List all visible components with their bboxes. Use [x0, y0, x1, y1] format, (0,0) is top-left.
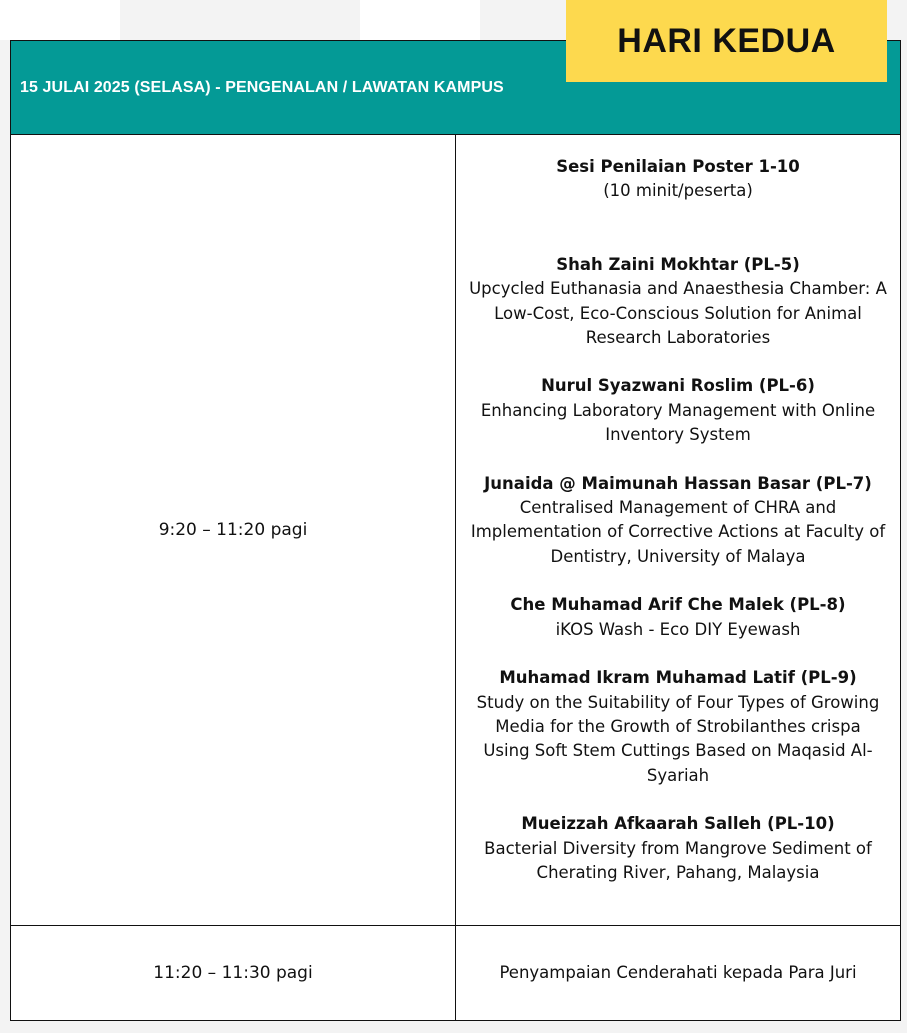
- poster-title: iKOS Wash - Eco DIY Eyewash: [555, 619, 801, 639]
- session-note: (10 minit/peserta): [603, 181, 753, 201]
- time-cell: [11, 926, 456, 1020]
- list-item: [456, 472, 900, 570]
- list-item: [456, 666, 900, 788]
- activity-cell: [456, 926, 900, 1020]
- session-title: Sesi Penilaian Poster 1-10: [556, 157, 800, 176]
- poster-title: Enhancing Laboratory Management with Online Inventory System: [480, 400, 876, 445]
- poster-title: Study on the Suitability of Four Types of Growing Media for the Growth of Strobilanthes crispa Using Soft Stem Cuttings Based on Maqasid Al-Syariah: [476, 692, 880, 785]
- presenter-name: Junaida @ Maimunah Hassan Basar (PL-7): [484, 473, 872, 493]
- session-heading: [456, 135, 900, 204]
- schedule-table: [10, 40, 901, 1021]
- presenter-name: Nurul Syazwani Roslim (PL-6): [541, 376, 815, 396]
- poster-title: Centralised Management of CHRA and Implementation of Corrective Actions at Faculty of Dentistry, University of Malaya: [470, 498, 886, 566]
- poster-title: Bacterial Diversity from Mangrove Sediment of Cherating River, Pahang, Malaysia: [484, 838, 872, 882]
- day-badge: [566, 0, 887, 82]
- presenter-name: Che Muhamad Arif Che Malek (PL-8): [510, 595, 846, 615]
- presenter-name: Muhamad Ikram Muhamad Latif (PL-9): [499, 668, 857, 688]
- list-item: [456, 593, 900, 642]
- time-cell: [11, 135, 456, 925]
- activity-label: Penyampaian Cenderahati kepada Para Juri: [499, 962, 857, 982]
- background-panel: [360, 0, 480, 40]
- background-panel: [0, 0, 120, 40]
- list-item: [456, 812, 900, 885]
- day-badge-label: HARI KEDUA: [617, 21, 836, 60]
- poster-title: Upcycled Euthanasia and Anaesthesia Chamber: A Low-Cost, Eco-Conscious Solution for Animal Research Laboratories: [469, 279, 887, 348]
- session-cell: [456, 135, 900, 925]
- list-item: [456, 374, 900, 447]
- table-row: [11, 135, 900, 926]
- day-header-title: 15 JULAI 2025 (SELASA) - PENGENALAN / LAWATAN KAMPUS: [20, 79, 504, 96]
- presenter-name: Mueizzah Afkaarah Salleh (PL-10): [521, 814, 835, 834]
- time-label: 9:20 – 11:20 pagi: [158, 520, 308, 540]
- list-item: [456, 253, 900, 351]
- presenter-name: Shah Zaini Mokhtar (PL-5): [556, 254, 800, 274]
- table-row: [11, 926, 900, 1020]
- time-label: 11:20 – 11:30 pagi: [153, 963, 313, 983]
